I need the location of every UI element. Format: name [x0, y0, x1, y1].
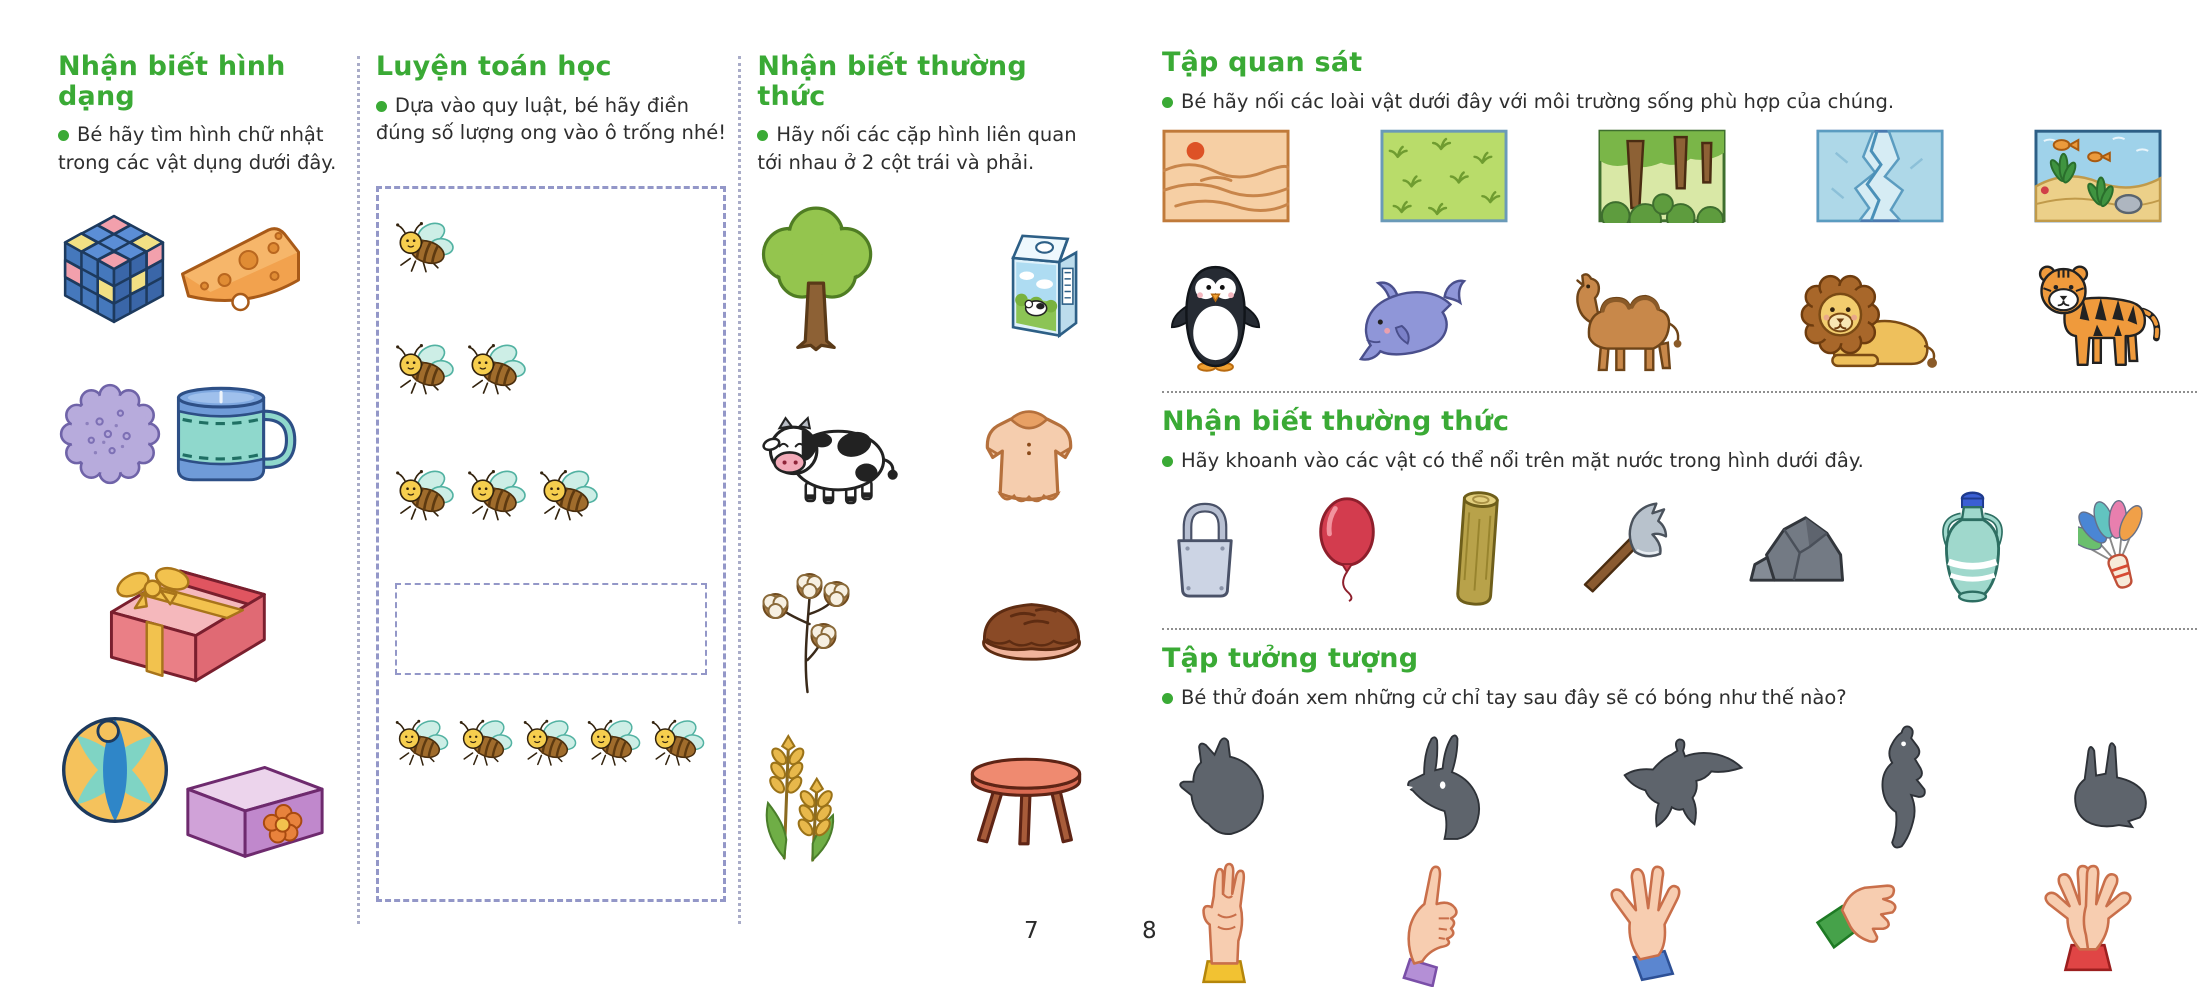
tiger-icon	[2030, 257, 2164, 373]
bee-icon	[521, 717, 581, 768]
seabed-habitat-icon	[2034, 129, 2162, 223]
bee-row-5	[393, 717, 710, 768]
bullet-icon	[1162, 456, 1173, 467]
bee-icon	[649, 717, 709, 768]
section-title: Nhận biết thường thức	[1162, 405, 1510, 437]
hands-row	[1162, 859, 2172, 987]
squirrel-shadow-icon	[1869, 723, 1941, 851]
forest-habitat-icon	[1598, 129, 1726, 223]
ice-habitat-icon	[1816, 129, 1944, 223]
shape-items-row-1	[58, 212, 345, 326]
bullet-icon	[1162, 693, 1173, 704]
bee-icon	[465, 467, 531, 523]
goat-shadow-icon	[1400, 730, 1502, 844]
cheese-icon	[174, 218, 310, 318]
vase-icon	[1932, 487, 2014, 607]
match-row-wheat-stool	[757, 734, 1088, 866]
stool-icon	[964, 751, 1088, 849]
balloon-icon	[1308, 491, 1386, 603]
hand-gesture-2-icon	[1389, 859, 1471, 987]
shape-items-row-4	[58, 703, 345, 859]
section-divider	[1162, 391, 2197, 393]
page-8	[1162, 48, 2172, 987]
shape-items-row-2	[58, 380, 345, 489]
penguin-icon	[1170, 261, 1262, 373]
bee-row-3	[393, 467, 710, 523]
bee-icon	[393, 219, 459, 275]
hand-gesture-5-icon	[2026, 859, 2150, 977]
bee-icon	[465, 341, 531, 397]
wooden-log-icon	[1451, 484, 1505, 610]
page-number-7: 7	[1024, 918, 1039, 944]
page-7	[58, 52, 1088, 924]
bullet-icon	[757, 130, 768, 141]
bullet-icon	[376, 101, 387, 112]
bee-icon	[393, 717, 453, 768]
section-instruction: Hãy khoanh vào các vật có thể nổi trên mặt nước trong hình dưới đây.	[1162, 447, 2172, 474]
section-title: Luyện toán học	[375, 51, 612, 82]
animals-row	[1162, 257, 2172, 373]
axe-icon	[1569, 494, 1681, 600]
gift-box-icon	[84, 549, 280, 687]
bee-pattern-box	[376, 186, 727, 902]
flower-box-icon	[174, 749, 332, 859]
section-instruction: Bé hãy nối các loài vật dưới đây với môi trường sống phù hợp của chúng.	[1162, 88, 2172, 115]
rubik-cube-icon	[58, 212, 170, 326]
shadows-row	[1162, 723, 2172, 851]
beach-ball-icon	[58, 713, 172, 859]
section-title: Nhận biết thường thức	[757, 51, 1027, 112]
cow-icon	[757, 410, 899, 506]
mug-icon	[168, 380, 298, 489]
page-number-8: 8	[1142, 918, 1157, 944]
bullet-icon	[1162, 97, 1173, 108]
wheat-icon	[757, 734, 845, 866]
hand-gesture-1-icon	[1184, 859, 1262, 987]
cookie-icon	[58, 382, 162, 486]
section-title: Tập quan sát	[1162, 47, 1363, 78]
match-row-tree-milk	[757, 206, 1088, 356]
padlock-icon	[1166, 496, 1244, 598]
desert-habitat-icon	[1162, 129, 1290, 223]
match-row-cow-dress	[757, 402, 1088, 514]
camel-icon	[1560, 261, 1696, 373]
section-common-knowledge	[757, 52, 1088, 924]
dolphin-icon	[1355, 275, 1467, 373]
habitats-row	[1162, 129, 2172, 223]
bee-icon	[585, 717, 645, 768]
section-title: Nhận biết hình dạng	[58, 51, 286, 112]
section-instruction: Bé hãy tìm hình chữ nhật trong các vật dụng dưới đây.	[58, 123, 337, 174]
tree-icon	[757, 206, 875, 356]
rabbit-shadow-icon	[2058, 739, 2158, 835]
bee-icon	[537, 467, 603, 523]
hand-gesture-3-icon	[1597, 859, 1683, 987]
section-imagination	[1162, 644, 2172, 987]
column-divider	[738, 56, 741, 924]
bee-icon	[393, 341, 459, 397]
section-observation	[1162, 48, 2172, 373]
section-math-practice	[376, 52, 737, 924]
hand-gesture-4-icon	[1810, 859, 1900, 977]
dog-shadow-icon	[1176, 731, 1282, 843]
bullet-icon	[58, 130, 69, 141]
milk-carton-icon	[998, 218, 1088, 344]
section-floating-objects	[1162, 407, 2172, 610]
shape-items-row-3	[84, 549, 345, 691]
answer-blank-box[interactable]	[395, 583, 708, 675]
column-divider	[357, 56, 360, 924]
section-shape-recognition	[58, 52, 355, 924]
grassland-habitat-icon	[1380, 129, 1508, 223]
section-divider	[1162, 628, 2197, 630]
rock-icon	[1745, 508, 1867, 586]
bee-row-1	[393, 219, 710, 275]
section-instruction: Hãy nối các cặp hình liên quan tới nhau ở 2 cột trái và phải.	[757, 123, 1077, 174]
lion-icon	[1789, 269, 1937, 373]
section-instruction: Bé thử đoán xem những cử chỉ tay sau đây sẽ có bóng như thế nào?	[1162, 684, 2172, 711]
cotton-plant-icon	[757, 564, 853, 694]
match-row-cotton-bread	[757, 564, 1088, 694]
bee-icon	[393, 467, 459, 523]
shuttlecock-icon	[2078, 493, 2168, 601]
objects-row	[1162, 484, 2172, 610]
dress-icon	[970, 402, 1088, 514]
bee-row-2	[393, 341, 710, 397]
section-instruction: Dựa vào quy luật, bé hãy điền đúng số lượng ong vào ô trống nhé!	[375, 93, 727, 144]
bread-icon	[976, 593, 1088, 665]
bee-icon	[457, 717, 517, 768]
bird-shadow-icon	[1619, 737, 1751, 837]
section-title: Tập tưởng tượng	[1162, 642, 1419, 674]
